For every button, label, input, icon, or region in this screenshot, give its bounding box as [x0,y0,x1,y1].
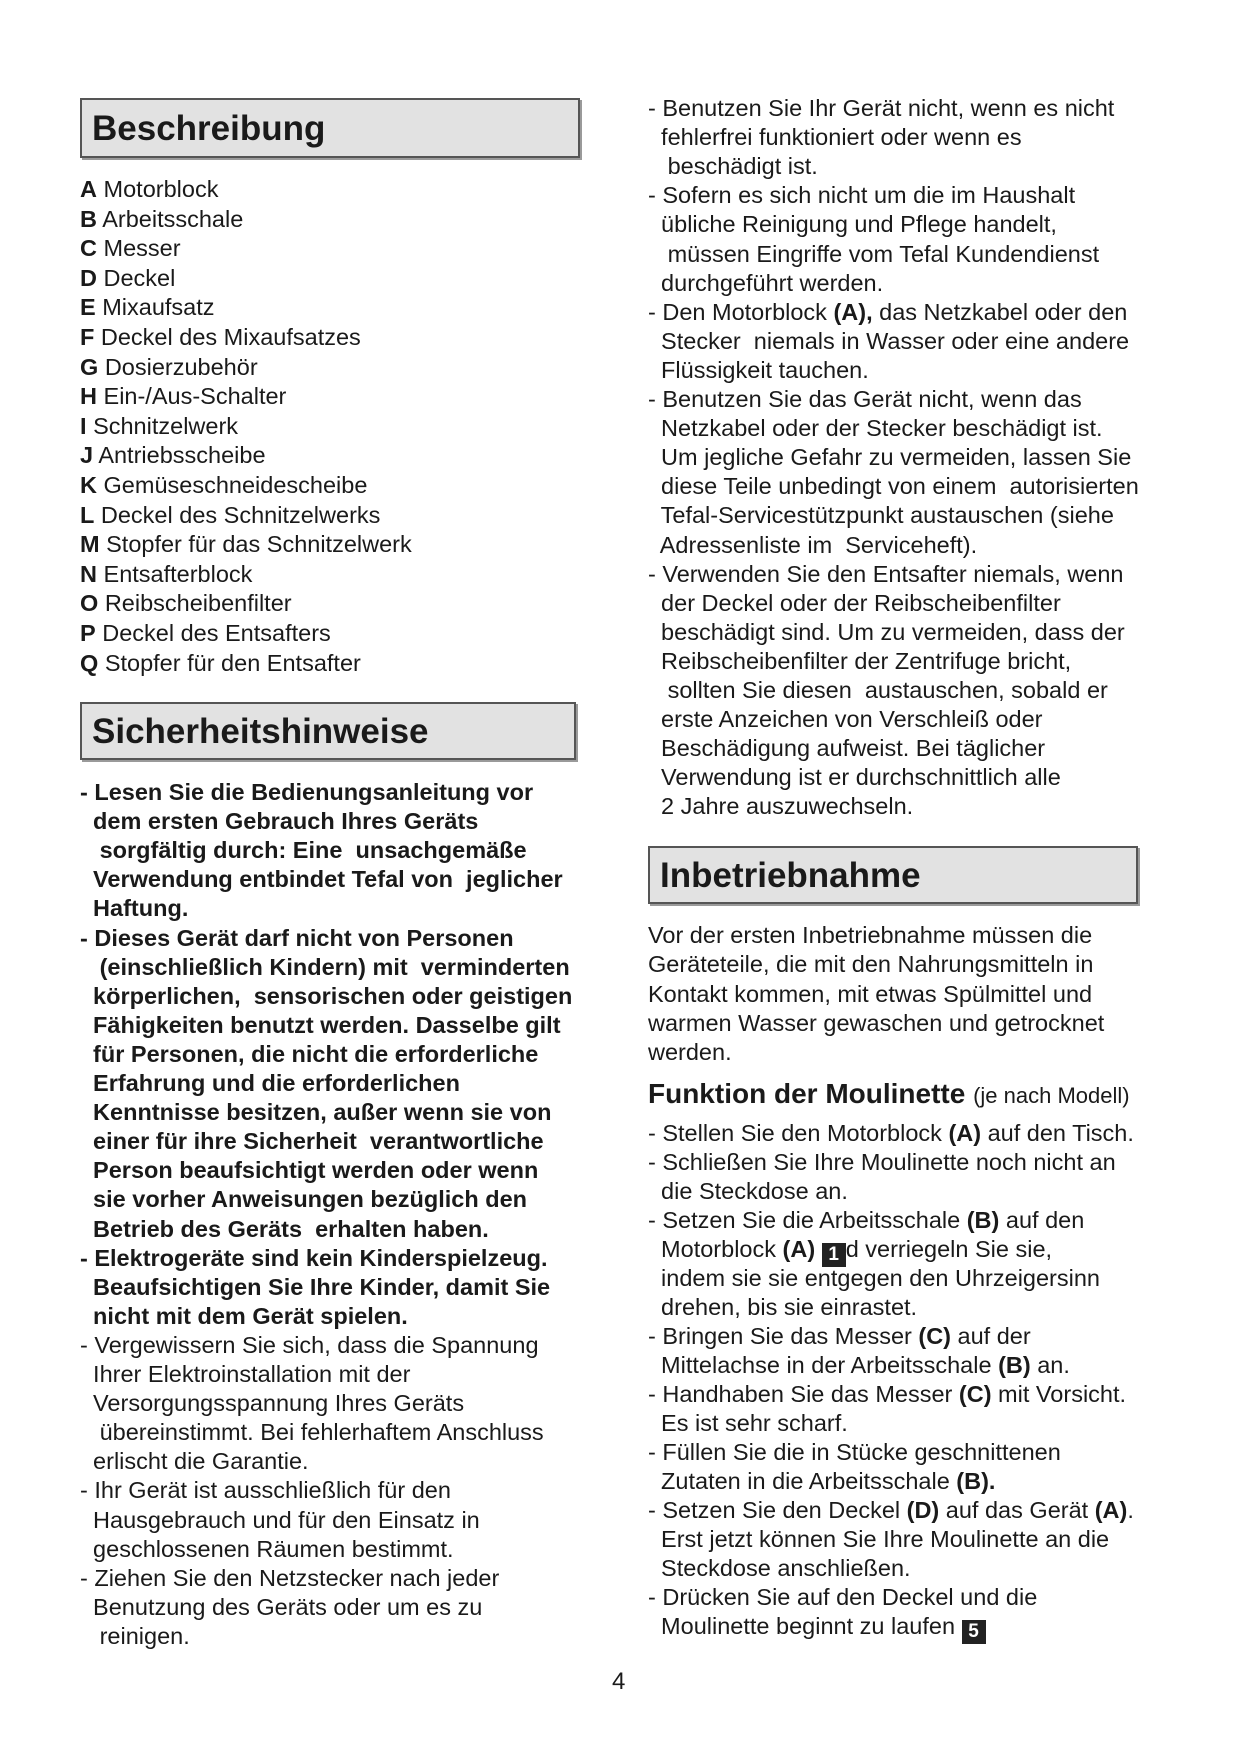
safety-line: (einschließlich Kindern) mit verminderten [80,953,570,980]
safety-line: körperlichen, sensorischen oder geistigen [80,982,573,1009]
inbetriebnahme-line: Vor der ersten Inbetriebnahme müssen die [648,922,1093,948]
safety-line: - Sofern es sich nicht um die im Haushalt [648,182,1076,209]
safety-line: Verwendung ist er durchschnittlich alle [648,764,1061,791]
safety-line: Benutzung des Geräts oder um es zu [80,1593,483,1620]
figure-5-marker: 5 [962,1620,986,1644]
parts-list-item: G Dosierzubehör [80,353,258,380]
safety-line: - Benutzen Sie Ihr Gerät nicht, wenn es nicht [648,95,1115,121]
parts-list-item: I Schnitzelwerk [80,412,239,439]
safety-line: einer für ihre Sicherheit verantwortliche [80,1128,544,1155]
safety-line: Haftung. [80,895,189,922]
funktion-subtitle: (je nach Modell) [973,1083,1130,1108]
step-line: - Setzen Sie den Deckel (D) auf das Gerät (A). [648,1497,1134,1523]
parts-list-item: K Gemüseschneidescheibe [80,471,368,498]
safety-line: - Dieses Gerät darf nicht von Personen [80,924,514,951]
parts-list-item: N Entsafterblock [80,560,253,587]
safety-line: sie vorher Anweisungen bezüglich den [80,1186,528,1213]
safety-line: Ihrer Elektroinstallation mit der [80,1361,411,1387]
step-line: - Bringen Sie das Messer (C) auf der [648,1323,1031,1349]
safety-line: Fähigkeiten benutzt werden. Dasselbe gilt [80,1011,561,1038]
page-number: 4 [612,1668,626,1695]
safety-line: 2 Jahre auszuwechseln. [648,793,914,820]
safety-line: Beaufsichtigen Sie Ihre Kinder, damit Sie [80,1273,551,1300]
parts-list-item: F Deckel des Mixaufsatzes [80,323,361,350]
safety-line: der Deckel oder der Reibscheibenfilter [648,589,1061,616]
step-line: Mittelachse in der Arbeitsschale (B) an. [648,1352,1070,1378]
safety-line: Tefal-Servicestützpunkt austauschen (siehe [648,502,1114,529]
parts-list-item: M Stopfer für das Schnitzelwerk [80,531,412,558]
sicherheitshinweise-heading: Sicherheitshinweise [80,702,576,760]
parts-list-item: L Deckel des Schnitzelwerks [80,501,381,528]
safety-line: sorgfältig durch: Eine unsachgemäße [80,837,527,864]
safety-line: Netzkabel oder der Stecker beschädigt ist. [648,415,1103,442]
safety-line: Verwendung entbindet Tefal von jeglicher [80,866,563,893]
parts-list-item: B Arbeitsschale [80,205,244,232]
parts-list-item: E Mixaufsatz [80,294,215,321]
safety-line: Um jegliche Gefahr zu vermeiden, lassen Sie [648,444,1132,471]
safety-line: diese Teile unbedingt von einem autorisierten [648,473,1139,500]
parts-list-item: J Antriebsscheibe [80,442,266,469]
parts-list-item: H Ein-/Aus-Schalter [80,383,287,410]
safety-line: Adressenliste im Serviceheft). [648,531,978,558]
safety-line: Reibscheibenfilter der Zentrifuge bricht, [648,647,1072,674]
safety-line: beschädigt ist. [648,153,818,180]
safety-line: erste Anzeichen von Verschleiß oder [648,706,1043,733]
safety-line: beschädigt sind. Um zu vermeiden, dass der [648,618,1125,645]
step-line: Moulinette beginnt zu laufen 5 [648,1612,986,1644]
safety-line: - Verwenden Sie den Entsafter niemals, wenn [648,560,1124,587]
parts-list-item: A Motorblock [80,176,219,202]
step-line: drehen, bis sie einrastet. [648,1294,918,1320]
step-line: Zutaten in die Arbeitsschale (B). [648,1468,996,1494]
step-line: Steckdose anschließen. [648,1555,911,1581]
parts-list-item: O Reibscheibenfilter [80,590,292,617]
funktion-title: Funktion der Moulinette [648,1078,966,1109]
parts-list [80,175,412,678]
safety-line: übereinstimmt. Bei fehlerhaftem Anschluss [80,1419,544,1446]
beschreibung-heading: Beschreibung [80,98,580,158]
step-line: - Füllen Sie die in Stücke geschnittenen [648,1439,1061,1465]
safety-line: geschlossenen Räumen bestimmt. [80,1535,454,1562]
safety-line: Kenntnisse besitzen, außer wenn sie von [80,1099,552,1126]
inbetriebnahme-line: werden. [648,1039,732,1066]
step-line: die Steckdose an. [648,1178,848,1204]
step-line: - Setzen Sie die Arbeitsschale (B) auf den [648,1207,1085,1233]
safety-line: Hausgebrauch und für den Einsatz in [80,1506,480,1533]
safety-line: Flüssigkeit tauchen. [648,356,869,383]
safety-line: durchgeführt werden. [648,269,884,296]
inbetriebnahme-line: Geräteteile, die mit den Nahrungsmitteln in [648,951,1094,978]
safety-line: Person beaufsichtigt werden oder wenn [80,1157,539,1184]
parts-list-item: C Messer [80,235,181,262]
safety-line: - Ziehen Sie den Netzstecker nach jeder [80,1564,500,1591]
safety-line: - Lesen Sie die Bedienungsanleitung vor [80,779,534,805]
safety-line: - Vergewissern Sie sich, dass die Spannung [80,1331,539,1358]
step-line: indem sie sie entgegen den Uhrzeigersinn [648,1265,1100,1291]
step-line: Motorblock (A) 1 d verriegeln Sie sie, [648,1236,1053,1265]
safety-line: Betrieb des Geräts erhalten haben. [80,1215,489,1242]
step-line: - Drücken Sie auf den Deckel und die [648,1584,1038,1610]
safety-line: erlischt die Garantie. [80,1448,309,1475]
step-line: Es ist sehr scharf. [648,1410,848,1436]
safety-line: - Ihr Gerät ist ausschließlich für den [80,1477,451,1504]
safety-line: Erfahrung und die erforderlichen [80,1070,460,1096]
safety-line: übliche Reinigung und Pflege handelt, [648,211,1057,238]
step-line: - Handhaben Sie das Messer (C) mit Vorsicht. [648,1381,1127,1407]
safety-line: - Benutzen Sie das Gerät nicht, wenn das [648,386,1082,412]
safety-line: fehlerfrei funktioniert oder wenn es [648,124,1022,151]
safety-line: müssen Eingriffe vom Tefal Kundendienst [648,240,1100,267]
safety-line: - Den Motorblock (A), das Netzkabel oder den [648,298,1128,325]
step-line: - Stellen Sie den Motorblock (A) auf den Tisch. [648,1120,1134,1146]
safety-line: nicht mit dem Gerät spielen. [80,1302,408,1329]
safety-line: Versorgungsspannung Ihres Geräts [80,1390,465,1417]
parts-list-item: D Deckel [80,264,176,291]
safety-line: - Elektrogeräte sind kein Kinderspielzeug. [80,1244,548,1271]
inbetriebnahme-heading: Inbetriebnahme [648,846,1138,904]
safety-line: reinigen. [80,1622,190,1649]
inbetriebnahme-line: Kontakt kommen, mit etwas Spülmittel und [648,980,1093,1007]
safety-line: Beschädigung aufweist. Bei täglicher [648,735,1046,762]
parts-list-item: P Deckel des Entsafters [80,619,331,646]
safety-line: sollten Sie diesen austauschen, sobald er [648,677,1108,703]
parts-list-item: Q Stopfer für den Entsafter [80,649,361,676]
safety-line: Stecker niemals in Wasser oder eine andere [648,327,1130,354]
inbetriebnahme-line: warmen Wasser gewaschen und getrocknet [648,1009,1105,1036]
funktion-heading [648,1078,1130,1110]
step-line: - Schließen Sie Ihre Moulinette noch nicht an [648,1149,1116,1175]
safety-line: dem ersten Gebrauch Ihres Geräts [80,808,479,835]
step-line: Erst jetzt können Sie Ihre Moulinette an die [648,1526,1110,1552]
safety-line: für Personen, die nicht die erforderliche [80,1040,539,1067]
figure-1-marker: 1 [822,1243,846,1267]
